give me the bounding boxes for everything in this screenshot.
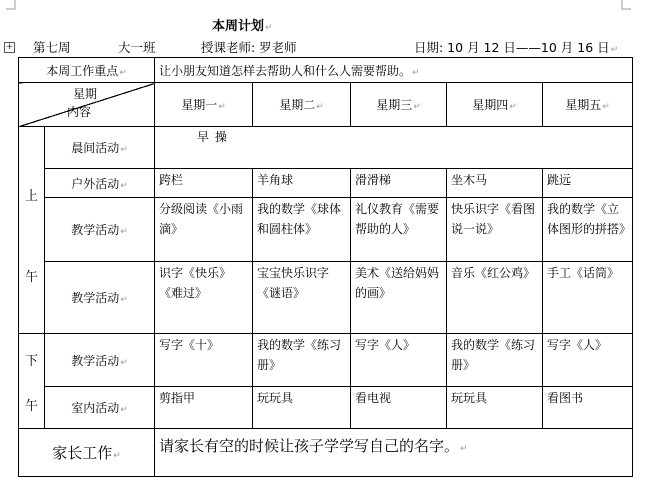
header-weekday-label: 星期 <box>73 87 98 101</box>
outdoor-cell-fri: 跳远 <box>543 169 633 198</box>
indoor-cell-wed: 看电视 <box>351 387 447 429</box>
row-label-outdoor: 户外活动↵ <box>45 169 155 198</box>
day-header-thu: 星期四↵ <box>447 83 543 127</box>
teaching-cell-mon: 写字《十》 <box>155 334 253 387</box>
parent-work-label-cell: 家长工作↵ <box>19 429 155 477</box>
row-label-teaching: 教学活动↵ <box>45 198 155 262</box>
outdoor-cell-tue: 羊角球 <box>253 169 351 198</box>
row-label-morning-exercise: 晨间活动↵ <box>45 127 155 169</box>
teaching-cell-wed: 美术《送给妈妈的画》 <box>351 262 447 334</box>
table-row <box>19 262 633 334</box>
table-row <box>19 83 633 127</box>
date-label: 日期: 10 月 12 日——10 月 16 日↵ <box>414 40 619 55</box>
table-row <box>19 198 633 262</box>
day-header-wed: 星期三↵ <box>351 83 447 127</box>
indoor-cell-tue: 玩玩具 <box>253 387 351 429</box>
indoor-cell-thu: 玩玩具 <box>447 387 543 429</box>
teaching-cell-fri: 手工《话筒》 <box>543 262 633 334</box>
teaching-cell-wed: 礼仪教育《需要帮助的人》 <box>351 198 447 262</box>
outdoor-cell-thu: 坐木马 <box>447 169 543 198</box>
week-label: 第七周 <box>33 40 71 55</box>
teacher-label: 授课老师: 罗老师 <box>201 40 297 55</box>
table-row <box>19 429 633 477</box>
day-header-fri: 星期五↵ <box>543 83 633 127</box>
day-header-mon: 星期一↵ <box>155 83 253 127</box>
teaching-cell-tue: 我的数学《练习册》 <box>253 334 351 387</box>
indoor-cell-fri: 看图书 <box>543 387 633 429</box>
afternoon-period-cell: 下 午 <box>19 334 45 429</box>
margin-corner-mark <box>621 0 631 10</box>
teaching-cell-tue: 宝宝快乐识字《谜语》 <box>253 262 351 334</box>
parent-work-text-cell: 请家长有空的时候让孩子学学写自己的名字。↵ <box>155 429 633 477</box>
table-row <box>19 127 633 169</box>
header-content-label: 内容 <box>67 105 92 119</box>
row-label-indoor: 室内活动↵ <box>45 387 155 429</box>
focus-text-cell: 让小朋友知道怎样去帮助人和什么人需要帮助。↵ <box>155 58 633 83</box>
day-header-tue: 星期二↵ <box>253 83 351 127</box>
table-row <box>19 58 633 83</box>
teaching-cell-fri: 写字《人》 <box>543 334 633 387</box>
weekly-plan-table <box>18 57 633 477</box>
morning-exercise-cell: 早 操 <box>155 127 633 169</box>
morning-period-cell: 上 午 <box>19 127 45 334</box>
teaching-cell-thu: 快乐识字《看图说一说》 <box>447 198 543 262</box>
document-title: 本周计划↵ <box>212 19 273 34</box>
table-row <box>19 387 633 429</box>
teaching-cell-wed: 写字《人》 <box>351 334 447 387</box>
row-label-teaching: 教学活动↵ <box>45 262 155 334</box>
teaching-cell-thu: 音乐《红公鸡》 <box>447 262 543 334</box>
outdoor-cell-wed: 滑滑梯 <box>351 169 447 198</box>
teaching-cell-tue: 我的数学《球体和圆柱体》 <box>253 198 351 262</box>
table-move-handle-icon[interactable]: + <box>5 42 14 52</box>
row-label-teaching: 教学活动↵ <box>45 334 155 387</box>
paragraph-mark: ↵ <box>265 23 273 33</box>
focus-label-cell: 本周工作重点↵ <box>19 58 155 83</box>
margin-corner-mark <box>6 0 16 10</box>
teaching-cell-mon: 识字《快乐》《难过》 <box>155 262 253 334</box>
table-row <box>19 334 633 387</box>
table-row <box>19 169 633 198</box>
indoor-cell-mon: 剪指甲 <box>155 387 253 429</box>
teaching-cell-mon: 分级阅读《小雨滴》 <box>155 198 253 262</box>
class-label: 大一班 <box>118 40 156 55</box>
teaching-cell-fri: 我的数学《立体图形的拼搭》 <box>543 198 633 262</box>
teaching-cell-thu: 我的数学《练习册》 <box>447 334 543 387</box>
diagonal-header-cell <box>19 83 155 127</box>
outdoor-cell-mon: 跨栏 <box>155 169 253 198</box>
